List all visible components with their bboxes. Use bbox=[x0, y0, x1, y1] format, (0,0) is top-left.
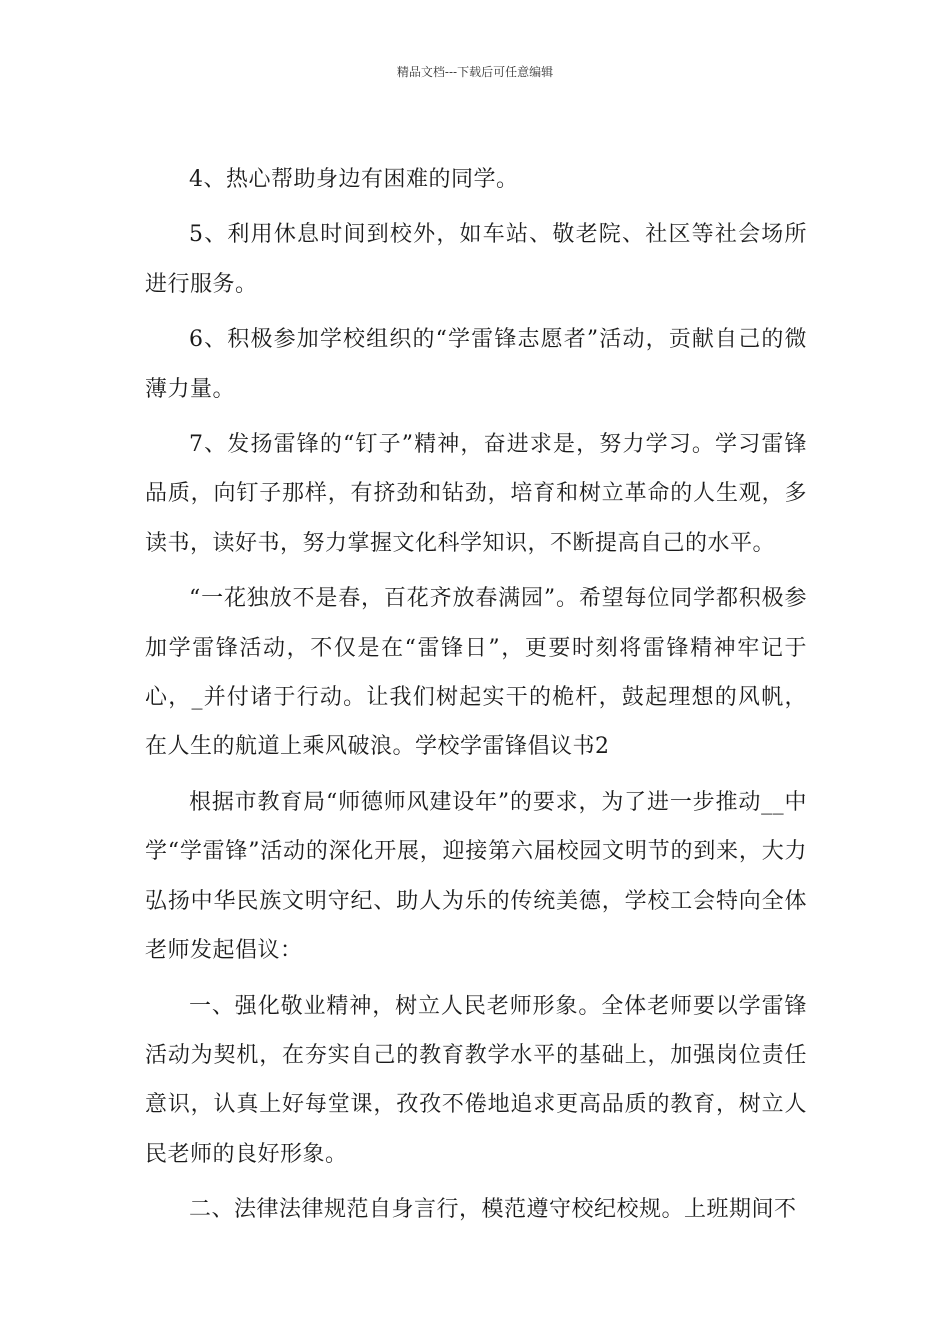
paragraph: 5、利用休息时间到校外，如车站、敬老院、社区等社会场所进行服务。 bbox=[145, 222, 807, 297]
page-header: 精品文档---下载后可任意编辑 bbox=[396, 65, 554, 79]
paragraph: 4、热心帮助身边有困难的同学。 bbox=[189, 167, 519, 192]
paragraph: 7、发扬雷锋的“钉子”精神，奋进求是，努力学习。学习雷锋品质，向钉子那样，有挤劲和钻劲，培育和树立革命的人生观，多读书，读好书，努力掌握文化科学知识，不断提高自己的水平。 bbox=[145, 432, 807, 556]
paragraph: 一、强化敬业精神，树立人民老师形象。全体老师要以学雷锋活动为契机，在夯实自己的教育教学水平的基础上，加强岗位责任意识，认真上好每堂课，孜孜不倦地追求更高品质的教育，树立人民老师的良好形象。 bbox=[145, 993, 807, 1167]
paragraph: 根据市教育局“师德师风建设年”的要求，为了进一步推动__中学“学雷锋”活动的深化开展，迎接第六届校园文明节的到来，大力弘扬中华民族文明守纪、助人为乐的传统美德，学校工会特向全体老师发起倡议： bbox=[145, 789, 807, 964]
paragraph: “一花独放不是春，百花齐放春满园”。希望每位同学都积极参加学雷锋活动，不仅是在“雷锋日”，更要时刻将雷锋精神牢记于心，_并付诸于行动。让我们树起实干的桅杆，鼓起理想的风帆，在人生的航道上乘风破浪。学校学雷锋倡议书2 bbox=[145, 586, 807, 760]
document-body bbox=[145, 155, 807, 1235]
paragraph: 二、法律法律规范自身言行，模范遵守校纪校规。上班期间不 bbox=[189, 1197, 797, 1223]
paragraph: 6、积极参加学校组织的“学雷锋志愿者”活动，贡献自己的微薄力量。 bbox=[145, 327, 807, 402]
